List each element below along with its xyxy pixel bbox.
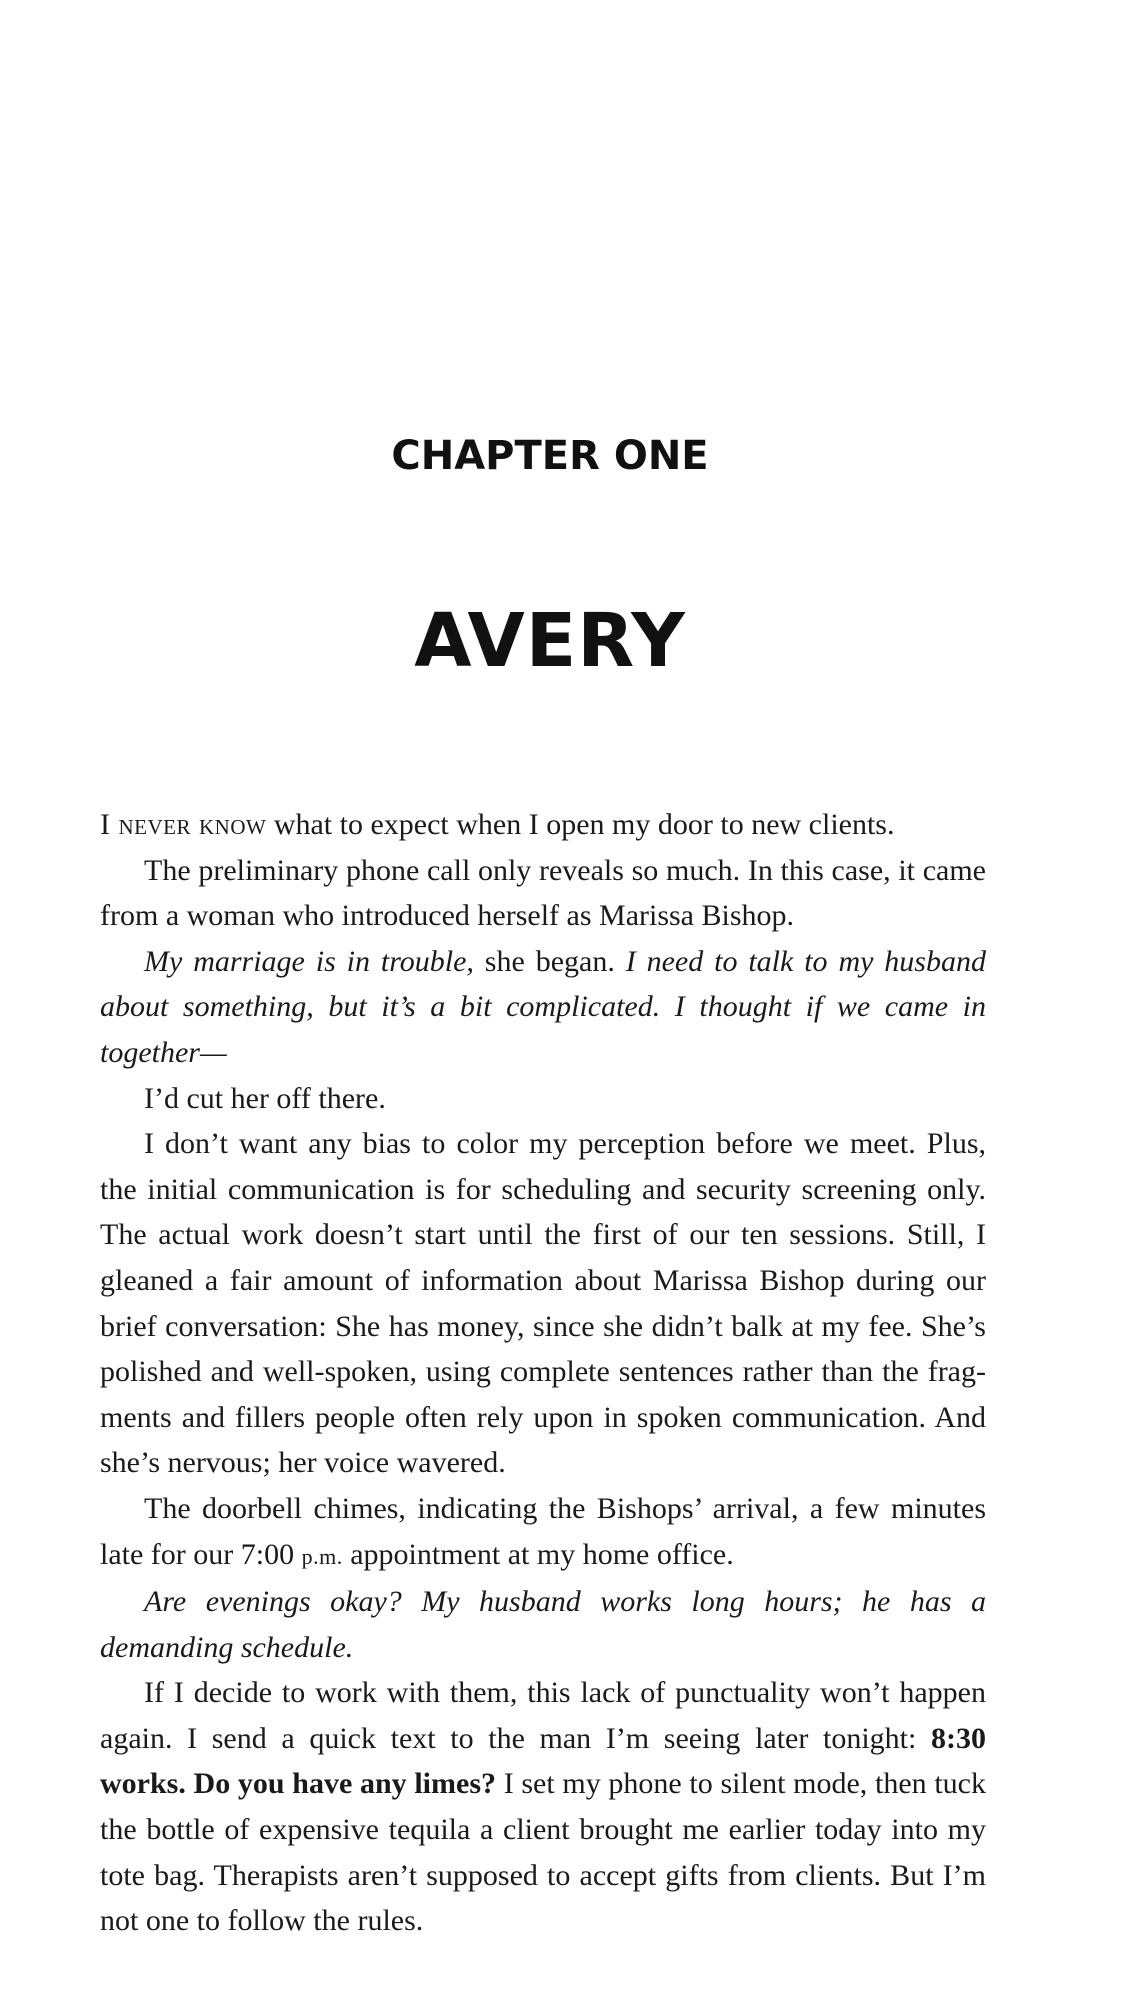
pm-small-caps: p.m. (301, 1543, 343, 1569)
paragraph-8 (100, 1670, 986, 1944)
paragraph-7 (100, 1579, 986, 1670)
body-text (100, 802, 986, 1944)
text-message-bold: 8:30 works. Do you have any limes? (100, 1721, 986, 1801)
paragraph-8-text-a: If I decide to work with them, this lack of punctuality won’t happen again. I send a quick text to the man I’m seeing later tonight: (100, 1676, 986, 1755)
paragraph-5: I don’t want any bias to color my perception before we meet. Plus, the initial communication is for scheduling and security screening only. The actual work doesn’t start until the first of our ten sessions. Still, I gleaned a fair amount of information about Marissa Bishop during our brief conversation: She has money, since she didn’t balk at my fee. She’s polished and well-spoken, using complete sentences rather than the fragments and fillers people often rely upon in spoken communication. And she’s nervous; her voice wavered. (100, 1127, 986, 1480)
paragraph-2: The preliminary phone call only reveals so much. In this case, it came from a woman who introduced herself as Marissa Bishop. (100, 853, 986, 933)
paragraph-8-text-b: I set my phone to silent mode, then tuck the bottle of expensive tequila a client brought me earlier today into my tote bag. Therapists aren’t supposed to accept gifts from clients. But I’m not one to follow the rules. (100, 1767, 986, 1938)
paragraph-6-text-b: appointment at my home office. (342, 1537, 734, 1571)
chapter-label: CHAPTER ONE (391, 433, 709, 479)
paragraph-6-text-a: The doorbell chimes, indicating the Bishops’ arrival, a few minutes late for our 7:00 (100, 1491, 986, 1571)
paragraph-4: I’d cut her off there. (144, 1081, 386, 1115)
paragraph-1 (100, 802, 986, 848)
paragraph-6 (100, 1486, 986, 1579)
paragraph-3-italic-b: I need to talk to my husband about something, but it’s a bit complicated. I thought if we came in together— (100, 944, 986, 1069)
chapter-title: AVERY (414, 598, 686, 684)
opening-small-caps: I never know (100, 808, 267, 841)
paragraph-1-text: what to expect when I open my door to new clients. (266, 808, 895, 841)
paragraph-3-italic-a: My marriage is in trouble, (144, 944, 474, 978)
paragraph-7-italic: Are evenings okay? My husband works long hours; he has a demanding schedule. (100, 1585, 986, 1664)
paragraph-3 (100, 939, 986, 1076)
paragraph-3-plain: she began. (473, 944, 626, 978)
